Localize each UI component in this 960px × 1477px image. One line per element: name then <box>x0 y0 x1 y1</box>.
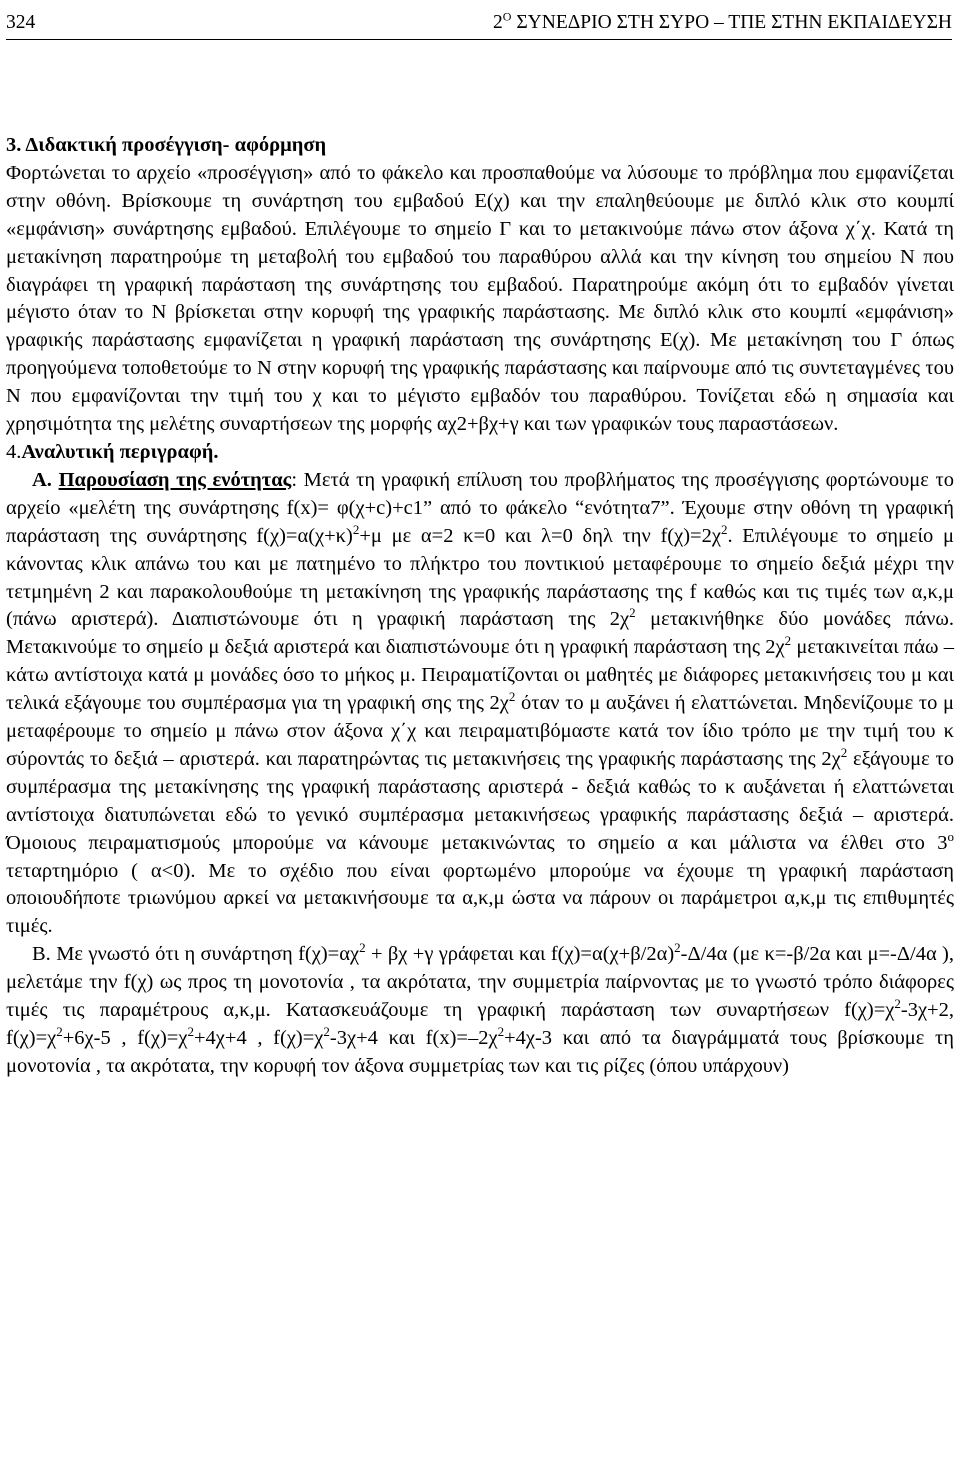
paragraph-a-title: Παρουσίαση της ενότητας <box>58 468 292 491</box>
section-3-paragraph: Φορτώνεται το αρχείο «προσέγγιση» από το φάκελο και προσπαθούμε να λύσουμε το πρόβλημα που εμφανίζεται στην οθόνη. Βρίσκουμε τη συνάρτηση του εμβαδού Ε(χ) και την επαληθεύουμε με διπλό κλικ στο κουμπί «εμφάνιση» συνάρτησης εμβαδού. Επιλέγουμε το σημείο Γ και το μετακινούμε πάνω στον άξονα χ΄χ. Κατά τη μετακίνηση παρατηρούμε τη μεταβολή του εμβαδού του παραθύρου αλλά και την κίνηση του σημείου Ν που διαγράφει τη γραφική παράσταση της συνάρτησης του εμβαδού. Παρατηρούμε ακόμη ότι το εμβαδόν γίνεται μέγιστο όταν το Ν βρίσκεται στην κορυφή της γραφικής παράστασης. Με διπλό κλικ στο κουμπί «εμφάνιση» γραφικής παράστασης εμφανίζεται η γραφική παράσταση της συνάρτησης Ε(χ). Με μετακίνηση του Γ όπως προηγούμενα τοποθετούμε το Ν στην κορυφή της γραφικής παράστασης και παίρνουμε από τις συντεταγμένες του Ν που εμφανίζονται την τιμή του χ και το μέγιστο εμβαδόν του παραθύρου. Τονίζεται εδώ η σημασία και χρησιμότητα της μελέτης συναρτήσεων της μορφής αχ2+βχ+γ και των γραφικών τους παραστάσεων. <box>6 161 954 436</box>
paragraph-b: Β. Με γνωστό ότι η συνάρτηση $f(\chi)=\alpha\chi^2 + \beta\chi +\gamma$ γράφεται και $f(\chi)=\alpha(\chi+\beta/2\alpha)^2-\Delta/4\alpha$ (με κ=-β/2α και μ=-Δ/4α ), μελετάμε την f(χ) ως προς τη μονοτονία , τα ακρότατα, την συμμετρία παίρνοντας με το γνωστό τρόπο διάφορες τιμές τις παραμέτρους α,κ,μ. Κατασκευάζουμε τη γραφική παράσταση των συναρτήσεων $f(\chi)=\chi^2-3\chi+2$, $f(\chi)=\chi^2+6\chi-5$ , $f(\chi)=\chi^2+4\chi+4$ , $f(\chi)=\chi^2-3\chi+4$ και $f(x)=-2\chi^2+4\chi-3$ και από τα διαγράμματά τους βρίσκουμε τη μονοτονία , τα ακρότατα, την κορυφή τον άξονα συμμετρίας των και τις ρίζες (όπου υπάρχουν) <box>6 940 955 1077</box>
paragraph-a: Α. Παρουσίαση της ενότητας: Μετά τη γραφική επίλυση του προβλήματος της προσέγγισης φορτώνουμε το αρχείο «μελέτη της συνάρτησης f(x)= φ(χ+c)+c1” από το φάκελο “ενότητα7”. Έχουμε στην οθόνη τη γραφική παράσταση της συνάρτησης $f(\chi)=\alpha(\chi+\kappa)^2+\mu$ με α=2 κ=0 και λ=0 δηλ την $f(\chi)=2\chi^2$. Επιλέγουμε το σημείο μ κάνοντας κλικ απάνω του και με πατημένο το πλήκτρο του ποντικιού μεταφέρουμε το σημείο δεξιά μέχρι την τετμημένη 2 και παρακολουθούμε τη μετακίνηση της γραφικής παράστασης της f καθώς και τις τιμές των α,κ,μ (πάνω αριστερά). Διαπιστώνουμε ότι η γραφική παράσταση της $2\chi^2$ μετακινήθηκε δύο μονάδες πάνω. Μετακινούμε το σημείο μ δεξιά αριστερά και διαπιστώνουμε ότι η γραφική παράσταση της $2\chi^2$ μετακινείται πάω – κάτω αντίστοιχα κατά μ μονάδες όσο το μήκος μ. Πειραματίζονται οι μαθητές με διάφορες μετακινήσεις του μ και τελικά εξάγουμε του συμπέρασμα για τη γραφική σης της $2\chi^2$ όταν το μ αυξάνει ή ελαττώνεται. Μηδενίζουμε το μ μεταφέρουμε το σημείο μ πάνω στον άξονα χ΄χ και πειραματιβόμαστε κατά τον ίδιο τρόπο με την τιμή του κ σύροντάς το δεξιά – αριστερά. και παρατηρώντας τις μετακινήσεις της γραφικής παράστασης της $2\chi^2$ εξάγουμε το συμπέρασμα της μετακίνησης της γραφική παράστασης αριστερά - δεξιά καθώς το κ αυξάνεται ή ελαττώνεται αντίστοιχα διατυπώνεται εδώ το γενικό συμπέρασμα μετακινήσεως γραφικής παράστασης δεξιά – αριστερά. Όμοιους πειραματισμούς μπορούμε να κάνουμε μετακινώντας το σημείο α και μάλιστα να έλθει στο $3^o$ τεταρτημόριο ( α<0). Με το σχέδιο που είναι φορτωμένο μπορούμε να έχουμε τη γραφική παράσταση οποιουδήποτε τριωνύμου αρκεί να μετακινήσουμε τα α,κ,μ ώστα να πάρουν οι παράμετροι α,κ,μ τις επιθυμητές τιμές. <box>6 468 954 938</box>
page-header <box>6 4 952 40</box>
section-3-heading: 3. Διδακτική προσέγγιση- αφόρμηση <box>6 134 327 156</box>
section-4-heading: 4.Αναλυτική περιγραφή. <box>6 440 219 463</box>
running-title: $2^O$ ΣΥΝΕΔΡΙΟ ΣΤΗ ΣΥΡΟ – ΤΠΕ ΣΤΗΝ ΕΚΠΑΙΔΕΥΣΗ <box>493 9 952 33</box>
page-number: 324 <box>6 12 36 33</box>
document-body <box>6 132 954 1081</box>
